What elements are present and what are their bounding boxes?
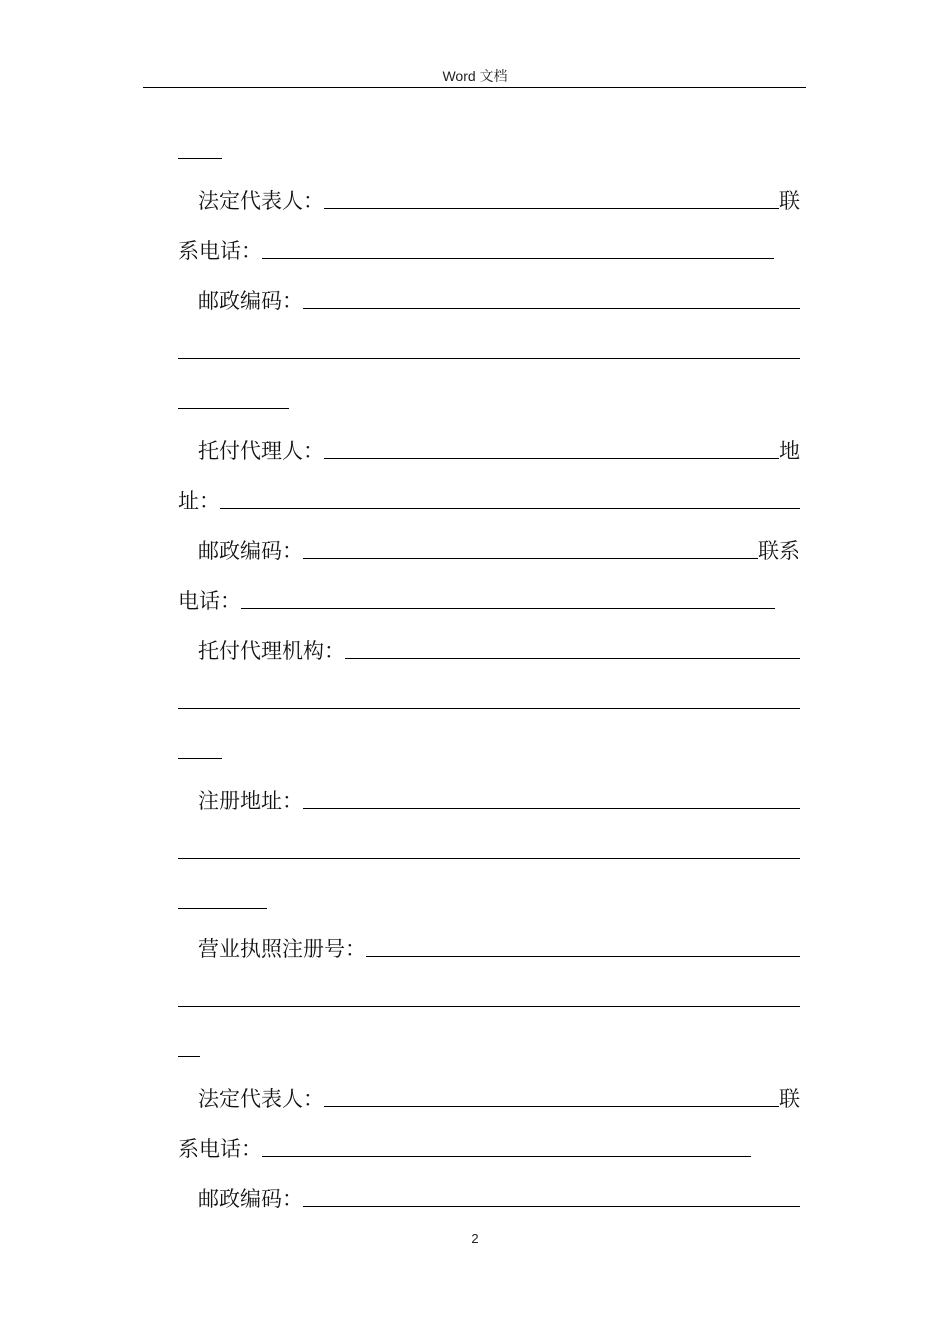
field-label-legal-rep: 法定代表人： <box>198 189 324 213</box>
legal-rep-blank[interactable] <box>324 207 779 209</box>
postal-blank[interactable] <box>303 557 758 559</box>
field-label-tail: 联 <box>779 1087 800 1111</box>
form-line-blank-short <box>178 728 800 764</box>
field-label-phone: 系电话： <box>178 1137 262 1161</box>
field-label-tail: 联系 <box>758 539 800 563</box>
field-label-address: 址： <box>178 489 220 513</box>
form-line-blank-full <box>178 828 800 864</box>
field-label-postal: 邮政编码： <box>198 1187 303 1211</box>
field-label-reg-address: 注册地址： <box>198 789 303 813</box>
form-line-blank-short <box>178 378 800 414</box>
form-line-phone <box>178 228 800 264</box>
blank-field[interactable] <box>178 157 222 159</box>
field-label-tail: 联 <box>779 189 800 213</box>
form-line-agency <box>178 628 800 664</box>
field-label-postal: 邮政编码： <box>198 289 303 313</box>
field-label-tail: 地 <box>779 439 800 463</box>
field-label-agency: 托付代理机构： <box>198 639 345 663</box>
page-header-title: Word 文档 <box>442 68 508 84</box>
blank-field[interactable] <box>178 357 800 359</box>
field-label-legal-rep: 法定代表人： <box>198 1087 324 1111</box>
field-label-license-no: 营业执照注册号： <box>198 937 366 961</box>
form-line-blank-full <box>178 678 800 714</box>
form-line-blank-full <box>178 328 800 364</box>
postal-blank[interactable] <box>303 307 800 309</box>
field-label-phone: 电话： <box>178 589 241 613</box>
form-line-postal-3 <box>178 1176 800 1212</box>
form-line-blank-short <box>178 1026 800 1062</box>
reg-address-blank[interactable] <box>303 807 800 809</box>
form-line-continuation <box>178 128 800 164</box>
blank-field[interactable] <box>178 1005 800 1007</box>
phone-blank[interactable] <box>262 257 774 259</box>
field-label-postal: 邮政编码： <box>198 539 303 563</box>
form-line-blank-full <box>178 976 800 1012</box>
form-line-phone-3 <box>178 1126 800 1162</box>
blank-field[interactable] <box>178 757 222 759</box>
form-line-address <box>178 478 800 514</box>
blank-field[interactable] <box>178 707 800 709</box>
field-label-phone: 系电话： <box>178 239 262 263</box>
postal-blank[interactable] <box>303 1205 800 1207</box>
blank-field[interactable] <box>178 907 267 909</box>
page-number: 2 <box>471 1231 479 1246</box>
blank-field[interactable] <box>178 407 289 409</box>
blank-field[interactable] <box>178 1055 200 1057</box>
agent-blank[interactable] <box>324 457 779 459</box>
form-line-license-no <box>178 926 800 962</box>
blank-field[interactable] <box>178 857 800 859</box>
agency-blank[interactable] <box>345 657 800 659</box>
phone-blank[interactable] <box>241 607 775 609</box>
license-no-blank[interactable] <box>366 955 800 957</box>
form-line-blank-short <box>178 878 800 914</box>
form-line-postal <box>178 278 800 314</box>
form-line-legal-rep <box>178 178 800 214</box>
legal-rep-blank[interactable] <box>324 1105 779 1107</box>
phone-blank[interactable] <box>262 1155 751 1157</box>
form-line-reg-address <box>178 778 800 814</box>
form-line-postal-2 <box>178 528 800 564</box>
header-divider <box>143 87 806 88</box>
address-blank[interactable] <box>220 507 800 509</box>
form-line-phone-2 <box>178 578 800 614</box>
form-line-legal-rep-2 <box>178 1076 800 1112</box>
field-label-agent: 托付代理人： <box>198 439 324 463</box>
form-line-agent <box>178 428 800 464</box>
